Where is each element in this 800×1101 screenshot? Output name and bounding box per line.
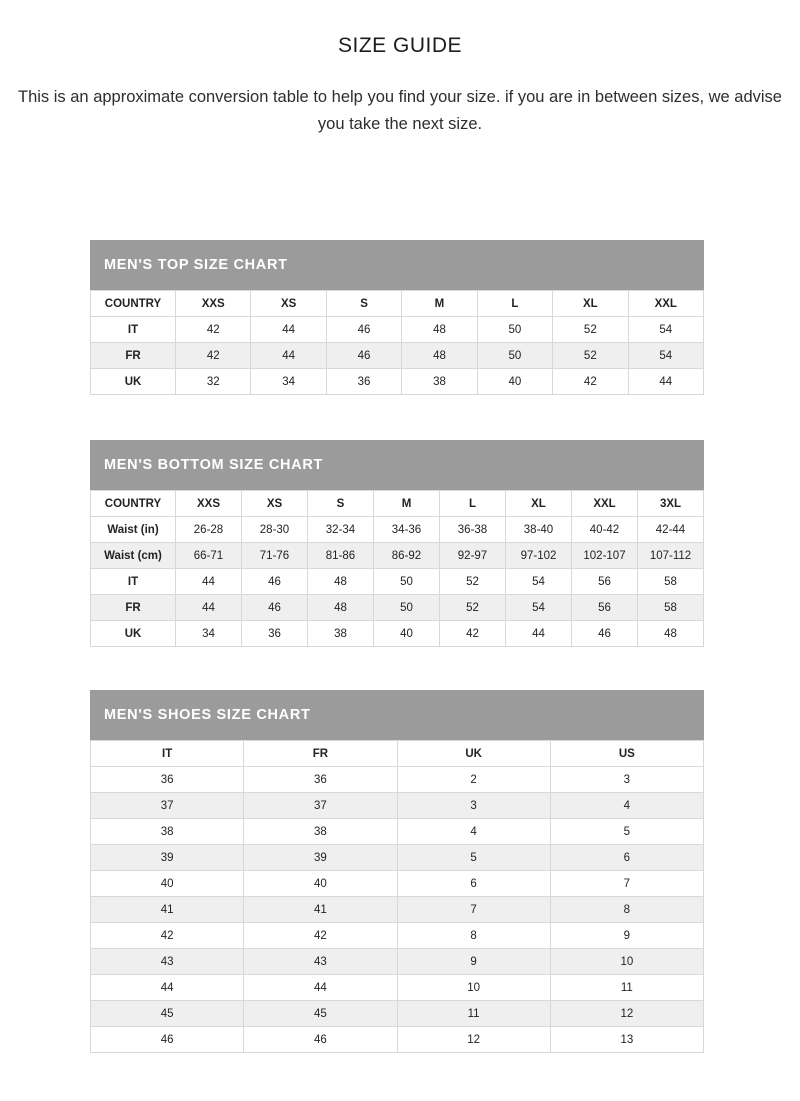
table-cell: 36 [244,767,397,793]
column-header: COUNTRY [91,291,176,317]
column-header: XXS [176,291,251,317]
column-header: IT [91,741,244,767]
table-cell: 46 [326,317,401,343]
table-row [91,621,704,647]
table-cell: 46 [242,569,308,595]
table-cell: 44 [176,569,242,595]
table-cell: 41 [244,897,397,923]
table-cell: 3 [397,793,550,819]
table-row [91,871,704,897]
table-cell: 6 [397,871,550,897]
table-cell: 50 [374,595,440,621]
column-header: COUNTRY [91,491,176,517]
table-cell: 54 [628,343,703,369]
table-cell: 42 [176,343,251,369]
table-header-row [91,491,704,517]
table-cell: 46 [91,1027,244,1053]
table-row [91,369,704,395]
column-header: XXL [628,291,703,317]
column-header: XXS [176,491,242,517]
table-cell: 5 [397,845,550,871]
table-cell: 48 [402,343,477,369]
table-cell: 44 [628,369,703,395]
table-row [91,1027,704,1053]
table-cell: 42 [440,621,506,647]
table-cell: 34 [176,621,242,647]
table-cell: 32 [176,369,251,395]
column-header: XL [506,491,572,517]
table-cell: 13 [550,1027,703,1053]
table-cell: 7 [550,871,703,897]
table-row [91,569,704,595]
size-guide-page [0,34,800,1101]
table-cell: 92-97 [440,543,506,569]
table-cell: 44 [176,595,242,621]
table-cell: 38 [244,819,397,845]
table-cell: 38 [402,369,477,395]
column-header: S [326,291,401,317]
table-cell: 6 [550,845,703,871]
table-cell: 42 [176,317,251,343]
table-cell: 36 [242,621,308,647]
table-cell: 12 [397,1027,550,1053]
table-cell: 38-40 [506,517,572,543]
table-cell: 52 [440,569,506,595]
table-cell: 52 [553,343,628,369]
table-cell: 34-36 [374,517,440,543]
row-label: Waist (in) [91,517,176,543]
column-header: UK [397,741,550,767]
table-cell: 46 [244,1027,397,1053]
men-bottom-size-chart [90,440,704,647]
table-row [91,595,704,621]
table-cell: 4 [397,819,550,845]
table-cell: 48 [308,595,374,621]
men-shoes-size-chart-title: MEN'S SHOES SIZE CHART [90,690,704,740]
table-cell: 10 [397,975,550,1001]
table-cell: 12 [550,1001,703,1027]
table-cell: 7 [397,897,550,923]
table-cell: 41 [91,897,244,923]
men-top-size-chart-title: MEN'S TOP SIZE CHART [90,240,704,290]
table-cell: 42 [553,369,628,395]
column-header: S [308,491,374,517]
table-cell: 3 [550,767,703,793]
column-header: XS [251,291,326,317]
table-header-row [91,741,704,767]
table-cell: 5 [550,819,703,845]
table-row [91,767,704,793]
table-cell: 48 [638,621,704,647]
row-label: IT [91,317,176,343]
table-row [91,793,704,819]
table-cell: 97-102 [506,543,572,569]
table-cell: 44 [251,317,326,343]
table-row [91,949,704,975]
table-cell: 107-112 [638,543,704,569]
table-row [91,343,704,369]
men-bottom-size-chart-title: MEN'S BOTTOM SIZE CHART [90,440,704,490]
table-cell: 46 [572,621,638,647]
table-cell: 43 [91,949,244,975]
table-cell: 81-86 [308,543,374,569]
table-cell: 11 [550,975,703,1001]
table-row [91,517,704,543]
table-cell: 48 [402,317,477,343]
table-cell: 40 [244,871,397,897]
table-cell: 4 [550,793,703,819]
table-cell: 8 [550,897,703,923]
table-cell: 54 [628,317,703,343]
table-cell: 36-38 [440,517,506,543]
table-cell: 9 [397,949,550,975]
table-cell: 50 [477,317,552,343]
table-cell: 42 [244,923,397,949]
table-cell: 58 [638,569,704,595]
table-cell: 54 [506,569,572,595]
table-row [91,897,704,923]
table-cell: 66-71 [176,543,242,569]
column-header: FR [244,741,397,767]
table-cell: 39 [91,845,244,871]
table-cell: 37 [244,793,397,819]
table-row [91,317,704,343]
men-shoes-size-table [90,740,704,1053]
table-cell: 32-34 [308,517,374,543]
table-cell: 45 [91,1001,244,1027]
table-cell: 44 [244,975,397,1001]
table-cell: 26-28 [176,517,242,543]
table-cell: 50 [477,343,552,369]
row-label: IT [91,569,176,595]
column-header: XS [242,491,308,517]
table-row [91,923,704,949]
row-label: FR [91,343,176,369]
table-cell: 40 [477,369,552,395]
table-cell: 8 [397,923,550,949]
table-cell: 39 [244,845,397,871]
intro-text: This is an approximate conversion table to help you find your size. if you are in between sizes, we advise you take the next size. [18,88,782,133]
table-cell: 46 [242,595,308,621]
table-cell: 9 [550,923,703,949]
row-label: Waist (cm) [91,543,176,569]
table-cell: 42-44 [638,517,704,543]
table-cell: 34 [251,369,326,395]
table-row [91,845,704,871]
table-cell: 52 [440,595,506,621]
table-row [91,1001,704,1027]
men-top-size-chart [90,240,704,395]
table-cell: 52 [553,317,628,343]
page-title: SIZE GUIDE [337,34,463,57]
table-cell: 58 [638,595,704,621]
table-cell: 44 [251,343,326,369]
table-cell: 86-92 [374,543,440,569]
column-header: L [477,291,552,317]
table-cell: 44 [91,975,244,1001]
row-label: UK [91,369,176,395]
table-cell: 28-30 [242,517,308,543]
table-cell: 38 [91,819,244,845]
column-header: XL [553,291,628,317]
table-cell: 2 [397,767,550,793]
column-header: M [374,491,440,517]
table-cell: 46 [326,343,401,369]
table-cell: 38 [308,621,374,647]
table-row [91,975,704,1001]
men-shoes-size-chart [90,690,704,1053]
men-top-size-table [90,290,704,395]
column-header: L [440,491,506,517]
table-cell: 36 [91,767,244,793]
table-cell: 102-107 [572,543,638,569]
table-cell: 56 [572,595,638,621]
table-cell: 56 [572,569,638,595]
table-row [91,819,704,845]
table-cell: 36 [326,369,401,395]
table-cell: 40-42 [572,517,638,543]
table-cell: 40 [374,621,440,647]
table-header-row [91,291,704,317]
table-cell: 10 [550,949,703,975]
table-cell: 37 [91,793,244,819]
table-cell: 44 [506,621,572,647]
column-header: XXL [572,491,638,517]
table-cell: 43 [244,949,397,975]
table-cell: 54 [506,595,572,621]
table-cell: 48 [308,569,374,595]
men-bottom-size-table [90,490,704,647]
table-cell: 45 [244,1001,397,1027]
column-header: 3XL [638,491,704,517]
table-cell: 11 [397,1001,550,1027]
column-header: M [402,291,477,317]
table-row [91,543,704,569]
column-header: US [550,741,703,767]
table-cell: 40 [91,871,244,897]
table-cell: 50 [374,569,440,595]
table-cell: 71-76 [242,543,308,569]
row-label: UK [91,621,176,647]
table-cell: 42 [91,923,244,949]
row-label: FR [91,595,176,621]
